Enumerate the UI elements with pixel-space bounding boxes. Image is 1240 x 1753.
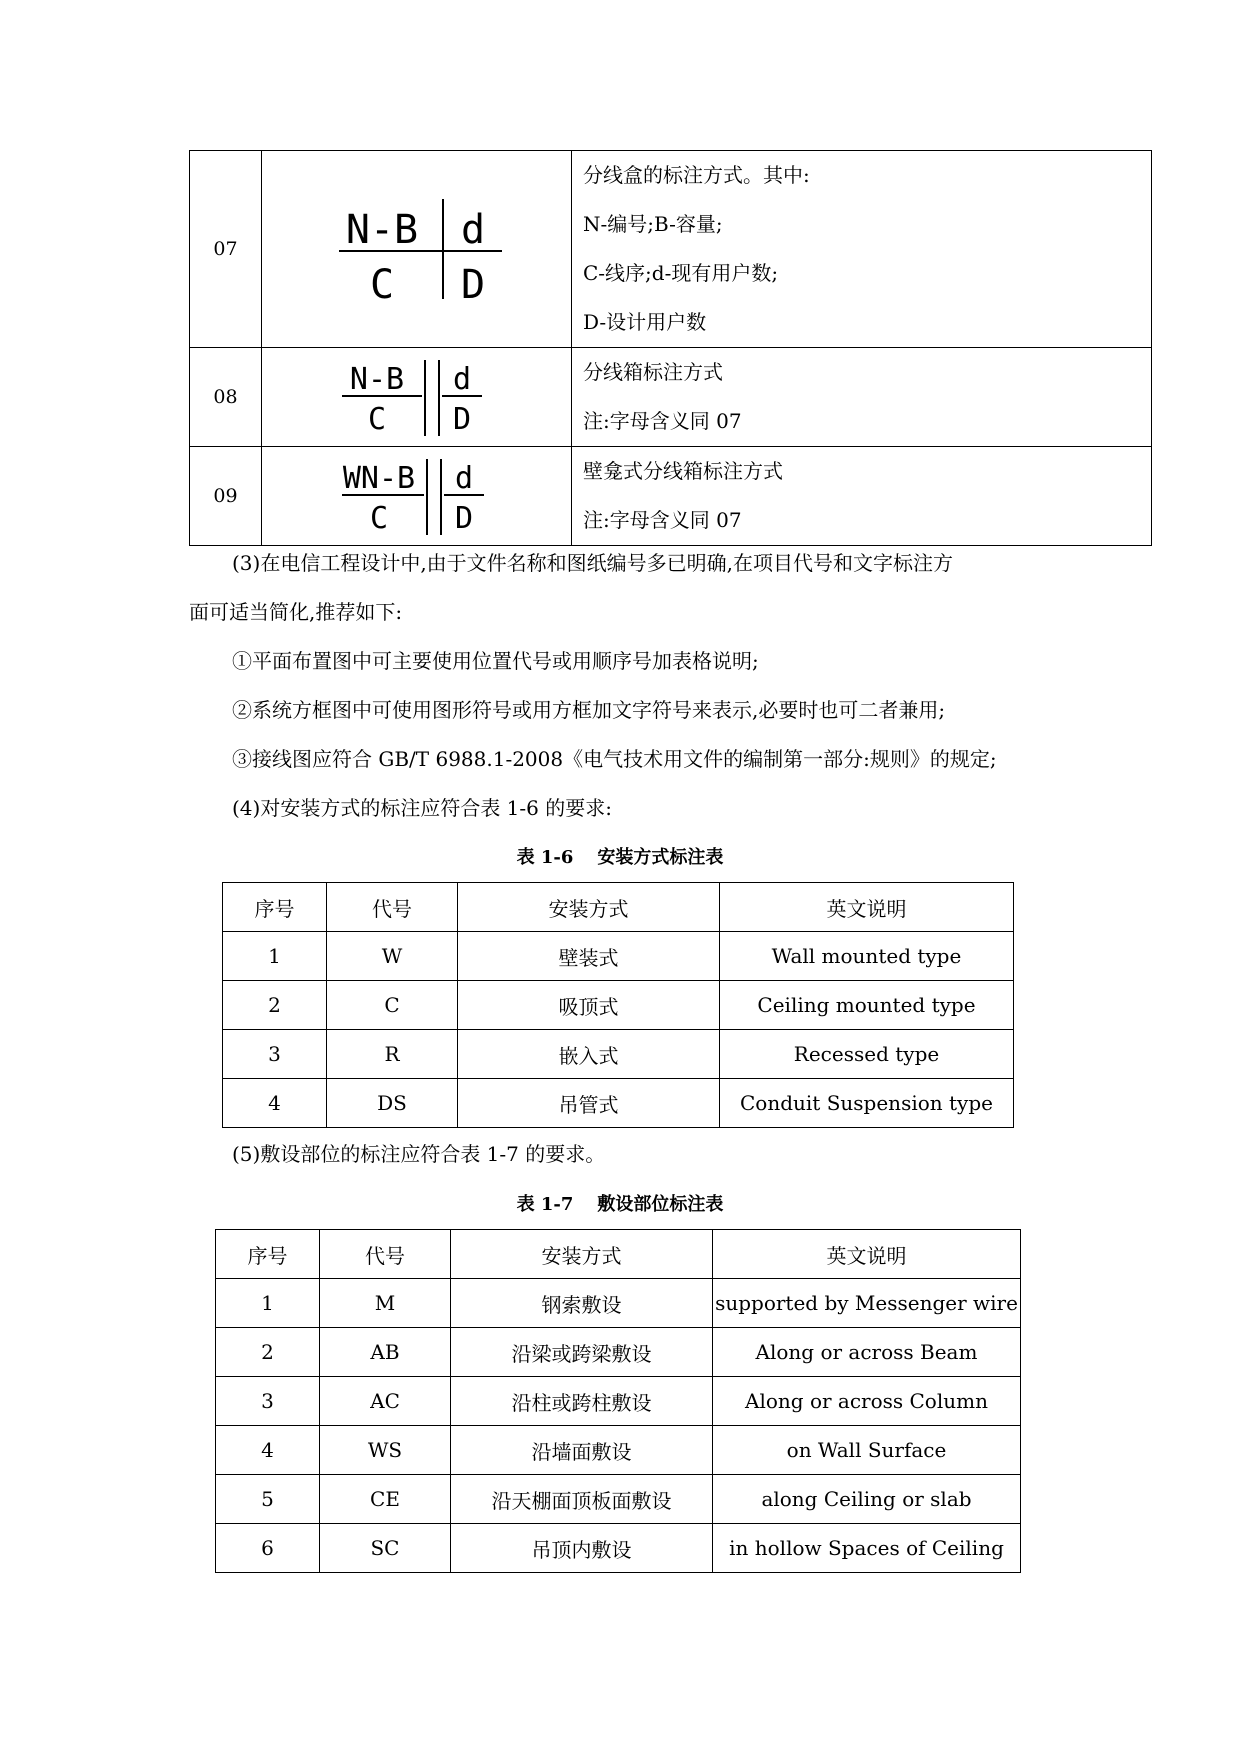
list-item-3: ③接线图应符合 GB/T 6988.1-2008《电气技术用文件的编制第一部分:规则》的规定; (232, 747, 997, 771)
header-cell: 安装方式 (458, 883, 720, 932)
row-number: 09 (190, 447, 262, 546)
table-cell: R (327, 1030, 458, 1079)
description-line: D-设计用户数 (583, 310, 707, 334)
table-cell: 3 (223, 1030, 327, 1079)
table-cell: 4 (223, 1079, 327, 1128)
symbol-d-upper: D (452, 402, 472, 437)
paragraph-5: (5)敷设部位的标注应符合表 1-7 的要求。 (232, 1142, 606, 1166)
description-line: 注:字母含义同 07 (583, 409, 742, 433)
table-cell: 壁装式 (458, 932, 720, 981)
laying-position-table (215, 1229, 1021, 1573)
table-row (216, 1328, 1021, 1377)
table-cell: Ceiling mounted type (720, 981, 1014, 1030)
caption-number: 表 1-6 (516, 847, 574, 868)
caption-number: 表 1-7 (516, 1194, 574, 1215)
description-line: 注:字母含义同 07 (583, 508, 742, 532)
table-cell: 1 (216, 1279, 320, 1328)
paragraph-3-line-2: 面可适当简化,推荐如下: (189, 600, 403, 624)
description-line: 分线箱标注方式 (583, 360, 723, 384)
description-line: C-线序;d-现有用户数; (583, 261, 779, 285)
paragraph-4: (4)对安装方式的标注应符合表 1-6 的要求: (232, 796, 612, 820)
header-cell: 英文说明 (713, 1230, 1021, 1279)
header-cell: 安装方式 (451, 1230, 713, 1279)
symbol-table (189, 150, 1152, 546)
table-cell: 沿梁或跨梁敷设 (451, 1328, 713, 1377)
table-cell: on Wall Surface (713, 1426, 1021, 1475)
description-line: 分线盒的标注方式。其中: (583, 163, 810, 187)
table-cell: Conduit Suspension type (720, 1079, 1014, 1128)
table-cell: 1 (223, 932, 327, 981)
symbol-d-upper: D (460, 262, 486, 308)
table-cell: Along or across Column (713, 1377, 1021, 1426)
symbol-c: C (369, 501, 389, 536)
description-line: 壁龛式分线箱标注方式 (583, 459, 783, 483)
paragraph-3-line-1: (3)在电信工程设计中,由于文件名称和图纸编号多已明确,在项目代号和文字标注方 (232, 551, 954, 575)
table-cell: AB (320, 1328, 451, 1377)
symbol-row-09 (190, 447, 1152, 546)
table-row (216, 1475, 1021, 1524)
table-cell: 钢索敷设 (451, 1279, 713, 1328)
table-cell: 吊管式 (458, 1079, 720, 1128)
symbol-d-lower: d (460, 207, 486, 253)
installation-method-table (222, 882, 1014, 1128)
table-cell: DS (327, 1079, 458, 1128)
row-number: 07 (190, 151, 262, 348)
header-cell: 序号 (216, 1230, 320, 1279)
symbol-d-lower: d (452, 362, 472, 397)
table-row (216, 1279, 1021, 1328)
symbol-description (572, 348, 1152, 447)
list-item-2: ②系统方框图中可使用图形符号或用方框加文字符号来表示,必要时也可二者兼用; (232, 698, 946, 722)
table-cell: C (327, 981, 458, 1030)
table-cell: 沿墙面敷设 (451, 1426, 713, 1475)
table-cell: supported by Messenger wire (713, 1279, 1021, 1328)
table-row (216, 1377, 1021, 1426)
table-row (223, 981, 1014, 1030)
table-cell: 5 (216, 1475, 320, 1524)
table-cell: Recessed type (720, 1030, 1014, 1079)
table-header-row (223, 883, 1014, 932)
table-row (223, 932, 1014, 981)
symbol-description (572, 447, 1152, 546)
table-cell: along Ceiling or slab (713, 1475, 1021, 1524)
table-row (216, 1426, 1021, 1475)
symbol-c: C (367, 402, 387, 437)
table-cell: WS (320, 1426, 451, 1475)
table-header-row (216, 1230, 1021, 1279)
header-cell: 英文说明 (720, 883, 1014, 932)
symbol-description (572, 151, 1152, 348)
table-cell: AC (320, 1377, 451, 1426)
symbol-row-08 (190, 348, 1152, 447)
symbol-c: C (369, 262, 395, 308)
distribution-box-symbol (262, 151, 572, 348)
table-cell: 3 (216, 1377, 320, 1426)
symbol-d-upper: D (454, 501, 474, 536)
description-line: N-编号;B-容量; (583, 212, 723, 236)
table-cell: 2 (216, 1328, 320, 1377)
table-cell: 吊顶内敷设 (451, 1524, 713, 1573)
symbol-n-b: N-B (345, 207, 419, 253)
table-cell: 沿天棚面顶板面敷设 (451, 1475, 713, 1524)
symbol-wn-b: WN-B (342, 461, 416, 496)
symbol-d-lower: d (454, 461, 474, 496)
table-cell: M (320, 1279, 451, 1328)
table-cell: 吸顶式 (458, 981, 720, 1030)
table-cell: 2 (223, 981, 327, 1030)
distribution-cabinet-symbol (262, 348, 572, 447)
table-1-7-caption (0, 1192, 1240, 1218)
table-1-6-caption (0, 845, 1240, 871)
list-item-1: ①平面布置图中可主要使用位置代号或用顺序号加表格说明; (232, 649, 759, 673)
symbol-row-07 (190, 151, 1152, 348)
table-cell: in hollow Spaces of Ceiling (713, 1524, 1021, 1573)
header-cell: 序号 (223, 883, 327, 932)
table-row (223, 1030, 1014, 1079)
header-cell: 代号 (327, 883, 458, 932)
caption-title: 安装方式标注表 (597, 847, 724, 868)
table-cell: Wall mounted type (720, 932, 1014, 981)
header-cell: 代号 (320, 1230, 451, 1279)
table-cell: 沿柱或跨柱敷设 (451, 1377, 713, 1426)
table-cell: Along or across Beam (713, 1328, 1021, 1377)
table-cell: W (327, 932, 458, 981)
symbol-n-b: N-B (349, 362, 405, 397)
table-cell: SC (320, 1524, 451, 1573)
table-cell: 嵌入式 (458, 1030, 720, 1079)
table-cell: CE (320, 1475, 451, 1524)
table-row (216, 1524, 1021, 1573)
wall-niche-cabinet-symbol (262, 447, 572, 546)
row-number: 08 (190, 348, 262, 447)
table-row (223, 1079, 1014, 1128)
table-cell: 6 (216, 1524, 320, 1573)
caption-title: 敷设部位标注表 (597, 1194, 724, 1215)
table-cell: 4 (216, 1426, 320, 1475)
